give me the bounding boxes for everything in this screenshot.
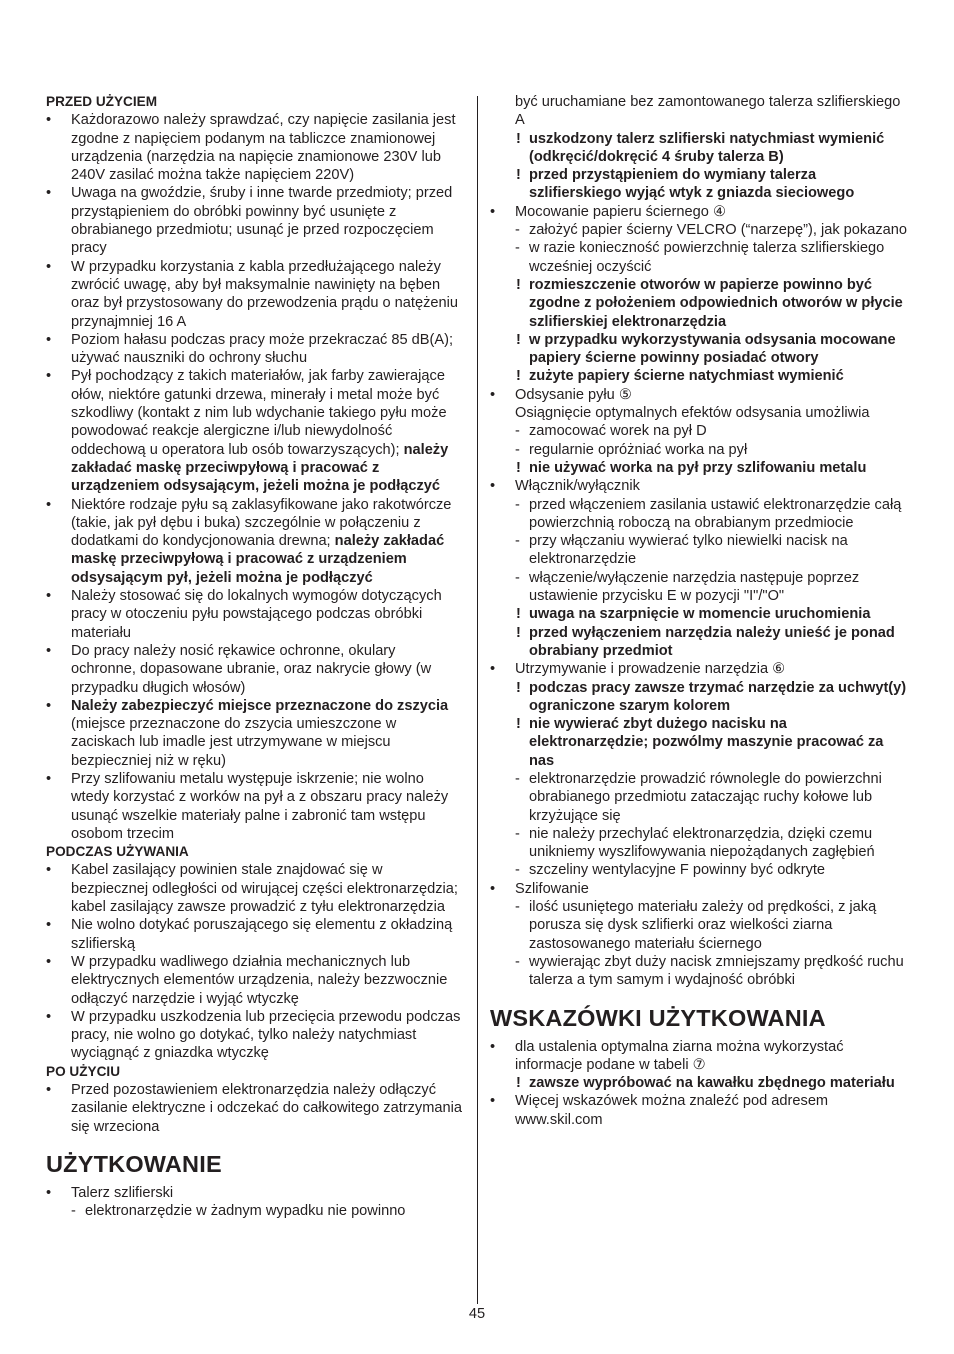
text-run: elektronarzędzie prowadzić równolegle do powierzchni obrabianego przedmiotu zataczając ruchy kołowe lub krzyżujące się — [529, 770, 882, 824]
dash-item — [490, 953, 910, 990]
bullet-item — [46, 367, 462, 495]
column-divider — [477, 96, 478, 1304]
text-run: należy zakładać maskę przeciwpyłową i pracować z urządzeniem odsysającym pył, jeżeli można je podłączyć — [71, 533, 445, 586]
bullet-item — [46, 331, 462, 368]
text-run: przy włączaniu wywierać tylko niewielki nacisk na elektronarzędzie — [529, 533, 848, 568]
text-run: nie wywierać zbyt dużego nacisku na elektronarzędzie; pozwólmy maszynie pracować za nas — [529, 716, 884, 769]
right-column — [490, 93, 910, 1129]
text-run: przed włączeniem zasilania ustawić elektronarzędzie całą powierzchnią roboczą na obrabianym przedmiocie — [529, 496, 902, 531]
dash-item — [490, 239, 910, 276]
text-run: elektronarzędzie w żadnym wypadku nie powinno — [85, 1203, 406, 1220]
bullet-item — [46, 587, 462, 642]
dash-item — [490, 221, 910, 239]
text-run: nie należy przechylać elektronarzędzia, dzięki czemu unikniemy wyszlifowywania niepożądanych zagłębień — [529, 825, 875, 861]
text-run: dla ustalenia optymalna ziarna można wykorzystać informacje podane w tabeli ⑦ — [515, 1038, 844, 1073]
text-run: Niektóre rodzaje pyłu są zaklasyfikowane jako rakotwórcze (takie, jak pył dębu i buka) szczególnie w połączeniu z dodatkami do kondycjonowania drewna; — [71, 496, 452, 550]
text-run: zamocować worek na pył D — [529, 423, 707, 440]
text-run: Należy zabezpieczyć miejsce przeznaczone do zszycia — [71, 697, 449, 714]
text-run: włączenie/wyłączenie narzędzia następuje poprzez ustawienie przycisku E w pozycji "I"/"O" — [529, 569, 860, 605]
text-run: W przypadku wadliwego działnia mechanicznych lub elektrycznych elementów urządzenia, należy bezzwocznie odłączyć narzędzie i wyjąć wtyczkę — [71, 953, 448, 1007]
text-run: Poziom hałasu podczas pracy może przekraczać 85 dB(A); używać nauszniki do ochrony słuchu — [71, 331, 454, 367]
dash-item — [46, 1202, 462, 1220]
text-run: zużyte papiery ścierne natychmiast wymienić — [529, 368, 844, 385]
warning-item — [490, 624, 910, 661]
text-run: Pył pochodzący z takich materiałów, jak farby zawierające ołów, niektóre gatunki drzewa, minerały i metal może być szkodliwy (kontakt z nim lub wdychanie takiego pyłu może powodować reakcje alergiczne i/lub niewydolność oddechową u operatora lub osób towarzyszących); — [71, 368, 447, 458]
bullet-item — [46, 916, 462, 953]
bullet-item — [46, 770, 462, 843]
text-run: uszkodzony talerz szlifierski natychmiast wymienić — [529, 130, 885, 147]
warning-item — [490, 130, 910, 167]
text-run: szczeliny wentylacyjne F powinny być odkryte — [529, 862, 826, 879]
text-run: Uwaga na gwoździe, śruby i inne twarde przedmioty; przed przystąpieniem do obróbki powinny być usunięte z obrabianego przedmiotu; usunąć je przed rozpoczęciem pracy — [71, 185, 453, 257]
bullet-item — [46, 1184, 462, 1202]
section-title: PO UŻYCIU — [46, 1063, 121, 1079]
dash-item — [490, 496, 910, 533]
page-number: 45 — [468, 1306, 486, 1322]
bullet-item — [490, 386, 910, 404]
bullet-item — [46, 1008, 462, 1063]
bullet-item — [490, 477, 910, 495]
bullet-item — [490, 880, 910, 898]
text-run: Utrzymywanie i prowadzenie narzędzia ⑥ — [515, 661, 786, 678]
text-run: Szlifowanie — [515, 880, 589, 897]
text-run: przed przystąpieniem do wymiany talerza szlifierskiego wyjąć wtyk z gniazda sieciowego — [529, 167, 855, 202]
bullet-item — [46, 111, 462, 184]
bullet-item — [46, 953, 462, 1008]
dash-item — [490, 898, 910, 953]
dash-item — [490, 825, 910, 862]
text-run: być uruchamiane bez zamontowanego talerza szlifierskiego A — [515, 94, 901, 129]
text-run: W przypadku uszkodzenia lub przecięcia przewodu podczas pracy, nie wolno go dotykać, tylko należy natychmiast wyciągnąć z gniazdka wtyczkę — [71, 1008, 461, 1062]
section-heading: WSKAZÓWKI UŻYTKOWANIA — [490, 1004, 826, 1031]
text-run: zawsze wypróbować na kawałku zbędnego materiału — [529, 1075, 895, 1092]
bullet-item — [46, 258, 462, 331]
bullet-item — [490, 660, 910, 678]
section-title: PODCZAS UŻYWANIA — [46, 844, 189, 860]
text-run: Więcej wskazówek można znaleźć pod adresem www.skil.com — [515, 1093, 829, 1128]
left-column — [46, 93, 462, 1221]
text-run: W przypadku korzystania z kabla przedłużającego należy zwrócić uwagę, aby był maksymalnie nawinięty na bęben oraz był przystosowany do przewodzenia prądu o natężeniu przynajmniej 16 A — [71, 258, 458, 330]
text-run: Przed pozostawieniem elektronarzędzia należy odłączyć zasilanie elektryczne i odczekać do całkowitego zatrzymania się wrzeciona — [71, 1082, 462, 1135]
warning-item — [490, 715, 910, 770]
text-run: regularnie opróżniać worka na pył — [529, 441, 748, 458]
bullet-item — [490, 203, 910, 221]
text-run: ilość usuniętego materiału zależy od prędkości, z jaką porusza się dysk szlifierki oraz wielkości ziarna zastosowanego materiału ściernego — [529, 899, 877, 952]
section-heading: UŻYTKOWANIE — [46, 1150, 222, 1177]
text-run: Włącznik/wyłącznik — [515, 478, 640, 495]
bullet-item — [46, 697, 462, 770]
text-run: w przypadku wykorzystywania odsysania mocowane papiery ścierne powinny posiadać otwory — [529, 331, 896, 367]
warning-item — [490, 679, 910, 716]
text-run: przed wyłączeniem narzędzia należy unieść je ponad obrabiany przedmiot — [529, 624, 895, 659]
text-run: Talerz szlifierski — [71, 1184, 174, 1201]
text-run: Nie wolno dotykać poruszającego się elementu z okładziną szlifierską — [71, 917, 453, 952]
bullet-item — [490, 1092, 910, 1129]
text-run: Przy szlifowaniu metalu występuje iskrzenie; nie wolno wtedy korzystać z worków na pył a z obszaru pracy należy usunąć wszelkie materiały palne i zabronić tam wstępu osobom trzecim — [71, 770, 449, 842]
bullet-item — [490, 1038, 910, 1075]
dash-item — [490, 422, 910, 440]
text-run: Osiągnięcie optymalnych efektów odsysania umożliwia — [515, 405, 870, 422]
text-run: Mocowanie papieru ściernego ④ — [515, 203, 727, 220]
bullet-item — [46, 1081, 462, 1136]
warning-item — [490, 1074, 910, 1092]
section-title: PRZED UŻYCIEM — [46, 94, 158, 109]
text-run: nie używać worka na pył przy szlifowaniu metalu — [529, 459, 867, 476]
text-run: Każdorazowo należy sprawdzać, czy napięcie zasilania jest zgodne z napięciem podanym na tabliczce znamionowej urządzenia (narzędzia na napięcie znamionowe 230V lub 240V zasilać można także napięciem 220V) — [71, 112, 456, 184]
text-run: (odkręcić/dokręcić 4 śruby talerza B) — [529, 148, 784, 165]
dash-item — [490, 532, 910, 569]
text-run: podczas pracy zawsze trzymać narzędzie za uchwyt(y) ograniczone szarym kolorem — [529, 679, 907, 714]
text-run: Do pracy należy nosić rękawice ochronne, okulary ochronne, dopasowane ubranie, oraz nakrycie głowy (w przypadku długich włosów) — [71, 642, 432, 696]
dash-item — [490, 770, 910, 825]
warning-item — [490, 605, 910, 623]
bullet-item — [46, 184, 462, 257]
warning-item — [490, 331, 910, 368]
paragraph — [490, 93, 910, 130]
text-run: rozmieszczenie otworów w papierze powinno być zgodne z położeniem odpowiednich otworów w płycie szlifierskiej elektronarzędzia — [529, 276, 903, 330]
text-run: (miejsce przeznaczone do zszycia umieszczone w zaciskach lub imadle jest utrzymywane w miejscu bezpieczniej niż w ręku) — [71, 716, 397, 769]
text-run: założyć papier ścierny VELCRO (“narzepę”), jak pokazano — [529, 222, 907, 239]
warning-item — [490, 276, 910, 331]
bullet-item — [46, 642, 462, 697]
text-run: Należy stosować się do lokalnych wymogów dotyczących pracy w otoczeniu pyłu powstającego podczas obróbki materiału — [71, 588, 442, 641]
warning-item — [490, 367, 910, 385]
paragraph — [490, 404, 910, 422]
dash-item — [490, 569, 910, 606]
text-run: należy zakładać maskę przeciwpyłową i pracować z urządzeniem odsysającym, jeżeli można je podłączyć — [71, 441, 449, 495]
bullet-item — [46, 861, 462, 916]
text-run: Odsysanie pyłu ⑤ — [515, 386, 632, 403]
dash-item — [490, 441, 910, 459]
text-run: wywierając zbyt duży nacisk zmniejszamy prędkość ruchu talerza a tym samym i wydajność obróbki — [529, 953, 904, 989]
warning-item — [490, 459, 910, 477]
text-run: uwaga na szarpnięcie w momencie uruchomienia — [529, 606, 871, 623]
bullet-item — [46, 496, 462, 587]
dash-item — [490, 861, 910, 879]
text-run: Kabel zasilający powinien stale znajdować się w bezpiecznej odległości od wirującej części elektronarzędzia; kabel zasilający zawsze prowadzić z tyłu elektronarzędzia — [71, 862, 458, 916]
text-run: w razie konieczność powierzchnię talerza szlifierskiego wcześniej oczyścić — [529, 240, 885, 275]
warning-item — [490, 166, 910, 203]
